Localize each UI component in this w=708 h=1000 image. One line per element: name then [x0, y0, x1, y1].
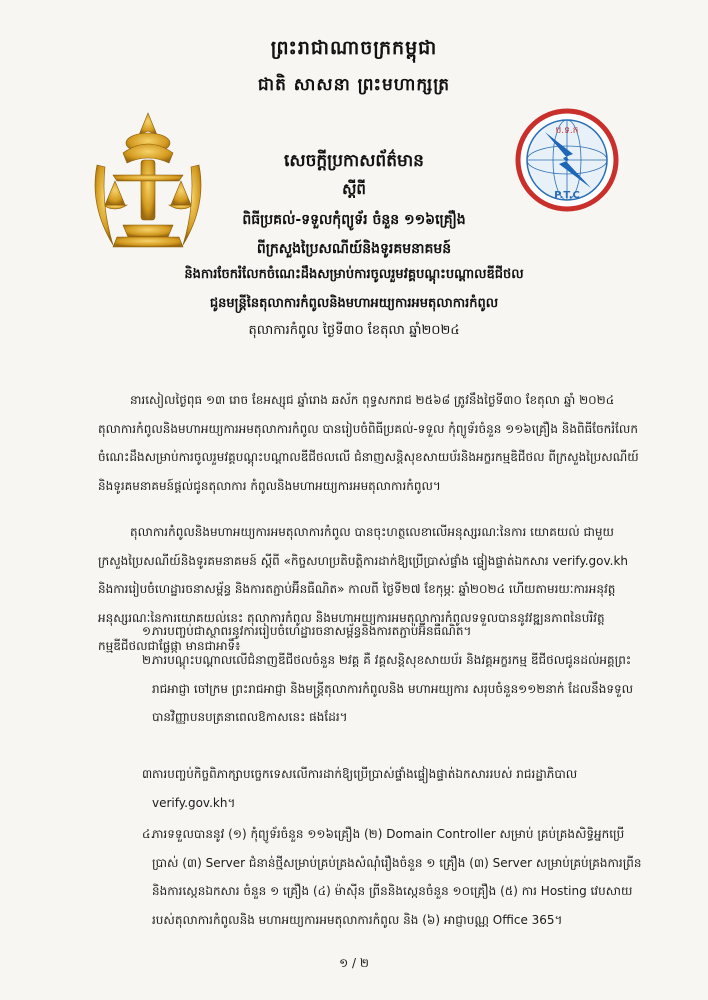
- list-item-number: ៤.: [142, 827, 155, 841]
- page-number: ១ / ២: [339, 956, 369, 970]
- paragraph-2: តុលាការកំពូលនិងមហាអយ្យការអមតុលាការកំពូល បានចុះហត្ថលេខាលើអនុស្សរណៈនៃការ យោគយល់ ជាមួយក្រសួងប្រៃសណីយ៍និងទូរគមនាគមន៍ ស្តីពី «កិច្ចសហប្រតិបត្តិការដាក់ឱ្យប្រើប្រាស់ផ្ទាំង ផ្ទៀងផ្ទាត់ឯកសារ verify.gov.kh និងការរៀបចំហេដ្ឋារចនាសម្ព័ន្ធ និងការតភ្ជាប់អ៊ីនធឺណិត» កាលពី ថ្ងៃទី២៧ ខែកុម្ភៈ ឆ្នាំ២០២៤ ហើយតាមរយៈការអនុវត្តអនុស្សរណៈនៃការយោគយល់នេះ តុលាការកំពូល និងមហាអយ្យការអមតុលាការកំពូលទទួលបាននូវវឌ្ឍនភាពនៃបរិវត្តកម្មឌីជីថលជាផ្លែផ្កា មានជាអាទិ៍៖: [98, 525, 629, 653]
- kingdom-title: ព្រះរាជាណាចក្រកម្ពុជា: [270, 37, 438, 59]
- list-item-text: ការបញ្ចប់កិច្ចពិភាក្សាបច្ចេកទេសលើការដាក់ឱ្យប្រើប្រាស់ផ្ទាំងផ្ទៀងផ្ទាត់ឯកសាររបស់ រាជរដ្ឋាភិបាល verify.gov.kh។: [152, 767, 578, 810]
- list-item-number: ១.: [142, 624, 155, 638]
- place-and-date: តុលាការកំពូល ថ្ងៃទី៣០ ខែតុលា ឆ្នាំ២០២៤: [248, 323, 460, 338]
- list-item: [98, 760, 643, 817]
- list-item: [98, 646, 643, 732]
- announcement-about: ស្តីពី: [342, 180, 366, 198]
- subject-line-3: និងការចែករំលែកចំណេះដឹងសម្រាប់ការចូលរួមវគ្គបណ្តុះបណ្តាលឌីជីថល: [184, 267, 524, 282]
- list-item-text: ការបញ្ចប់ជាស្ថាពរនូវការរៀបចំហេដ្ឋារចនាសម្ព័ន្ធនិងការតភ្ជាប់អ៊ីនធឺណិត។: [152, 624, 472, 638]
- national-motto: ជាតិ សាសនា ព្រះមហាក្សត្រ: [257, 75, 451, 95]
- subject-line-2: ពីក្រសួងប្រៃសណីយ៍និងទូរគមនាគមន៍: [256, 241, 452, 257]
- list-item-text: ការបណ្តុះបណ្តាលលើជំនាញឌីជីថលចំនួន ២វគ្គ គឺ វគ្គសន្តិសុខសាយប័រ និងវគ្គអក្ខរកម្ម ឌីជីថលជូនដល់អគ្គព្រះរាជអាជ្ញា ចៅក្រម ព្រះរាជអាជ្ញា និងមន្ត្រីតុលាការកំពូលនិង មហាអយ្យការ សរុបចំនួន១១២នាក់ ដែលនឹងទទួលបានវិញ្ញាបនបត្រនាពេលឱកាសនេះ ផងដែរ។: [152, 653, 634, 724]
- list-item-text: ការទទួលបាននូវ (១) កុំព្យូទ័រចំនួន ១១៦គ្រឿង (២) Domain Controller សម្រាប់ គ្រប់គ្រងសិទ្ធិអ្នកប្រើប្រាស់ (៣) Server ជំនាន់ថ្មីសម្រាប់គ្រប់គ្រងសំណុំរឿងចំនួន ១ គ្រឿង (៣) Server សម្រាប់គ្រប់គ្រងការព្រីននិងការស្កេនឯកសារ ចំនួន ១ គ្រឿង (៤) ម៉ាស៊ីន ព្រីននិងស្កេនចំនួន ១០គ្រឿង (៥) ការ Hosting វេបសាយរបស់តុលាការកំពូលនិង មហាអយ្យការអមតុលាការកំពូល និង (៦) អាជ្ញាបណ្ណ Office 365។: [152, 827, 642, 927]
- ptc-logo-top-text: ប.ទ.ក: [555, 126, 579, 136]
- list-item: [98, 820, 643, 934]
- announcement-title: សេចក្តីប្រកាសព័ត៌មាន: [284, 151, 424, 171]
- subject-line-1: ពិធីប្រគល់-ទទួលកុំព្យូទ័រ ចំនួន ១១៦គ្រឿង: [242, 212, 466, 228]
- subject-line-4: ជូនមន្ត្រីនៃតុលាការកំពូលនិងមហាអយ្យការអមតុលាការកំពូល: [209, 296, 499, 311]
- list-item-number: ២.: [142, 653, 155, 667]
- paragraph-1: នារសៀលថ្ងៃពុធ ១៣ រោច ខែអស្សុជ ឆ្នាំរោង ឆស័ក ពុទ្ធសករាជ ២៥៦៨ ត្រូវនឹងថ្ងៃទី៣០ ខែតុលា ឆ្នាំ ២០២៤ តុលាការកំពូលនិងមហាអយ្យការអមតុលាការកំពូល បានរៀបចំពិធីប្រគល់-ទទួល កុំព្យូទ័រចំនួន ១១៦គ្រឿង និងពិធីចែករំលែកចំណេះដឹងសម្រាប់ការចូលរួមវគ្គបណ្តុះបណ្តាលឌីជីថលលើ ជំនាញសន្តិសុខសាយប័រនិងអក្ខរកម្មឌិជីថល ពីក្រសួងប្រៃសណីយ៍និងទូរគមនាគមន៍ផ្តល់ជូនតុលាការ កំពូលនិងមហាអយ្យការអមតុលាការកំពូល។: [98, 393, 639, 493]
- list-item: [98, 617, 643, 646]
- ptc-logo-text: P.T.C: [554, 190, 580, 201]
- list-item-number: ៣.: [142, 767, 157, 781]
